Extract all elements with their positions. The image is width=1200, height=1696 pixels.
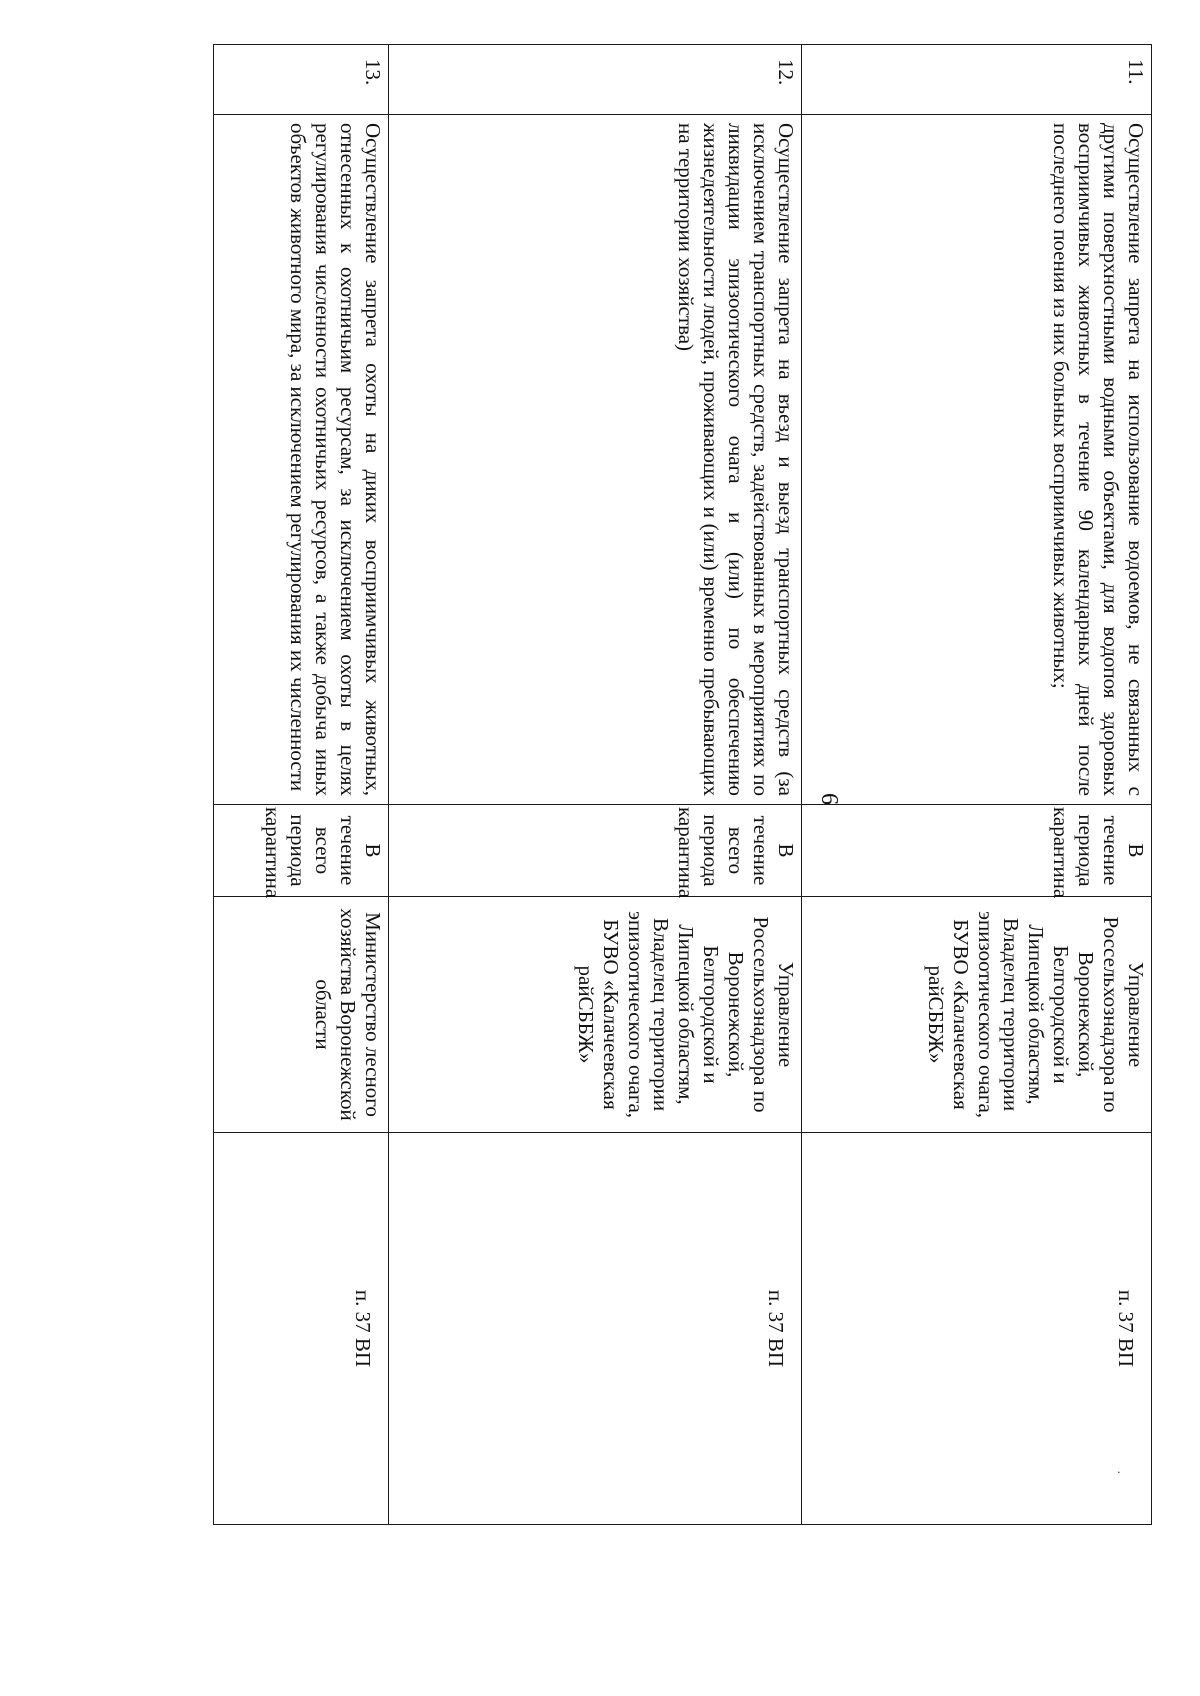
table-row xyxy=(802,45,1152,1525)
row-number: 13. xyxy=(214,45,389,115)
measure-text: Осуществление запрета на использование водоемов, не связанных с другими поверхностными водными объектами, для водопоя здоровых восприимчивых животных в течение 90 календарных дней после последнего поения из них больных восприимчивых животных; xyxy=(802,115,1152,805)
basis-text: п. 37 ВП xyxy=(764,1289,788,1368)
basis-cell xyxy=(214,1133,389,1525)
basis-cell xyxy=(802,1133,1152,1525)
scan-speck: · xyxy=(1110,1470,1125,1475)
measure-text: Осуществление запрета на въезд и выезд транспортных средств (за исключением транспортных средств, задействованных в мероприятиях по ликвидации эпизоотического очага и (или) по обеспечению жизнедеятельности людей, проживающих и (или) временно пребывающих на территории хозяйства) xyxy=(389,115,802,805)
table-row xyxy=(389,45,802,1525)
term-text: В течение всего периода карантина xyxy=(389,805,802,897)
measure-text: Осуществление запрета охоты на диких восприимчивых животных, отнесенных к охотничьим ресурсам, за исключением охоты в целях регулирования численности охотничьих ресурсов, а также добыча иных объектов животного мира, за исключением регулирования их численности xyxy=(214,115,389,805)
row-number: 11. xyxy=(802,45,1152,115)
executor-text: Министерство лесного хозяйства Воронежской области xyxy=(214,897,389,1133)
executor-text: Управление Россельхознадзора по Воронежской, Белгородской и Липецкой областям, Владелец территории эпизоотического очага, БУВО «Калачеевская райСББЖ» xyxy=(389,897,802,1133)
term-text: В течение периода карантина xyxy=(802,805,1152,897)
page-number: 6 xyxy=(816,793,842,805)
term-text: В течение всего периода карантина xyxy=(214,805,389,897)
document-page xyxy=(205,0,1200,1580)
basis-text: п. 37 ВП xyxy=(1114,1289,1138,1368)
table-row xyxy=(214,45,389,1525)
executor-text: Управление Россельхознадзора по Воронежской, Белгородской и Липецкой областям, Владелец территории эпизоотического очага, БУВО «Калачеевская райСББЖ» xyxy=(802,897,1152,1133)
row-number: 12. xyxy=(389,45,802,115)
measures-table xyxy=(213,44,1152,1525)
basis-text: п. 37 ВП xyxy=(351,1289,375,1368)
basis-cell xyxy=(389,1133,802,1525)
